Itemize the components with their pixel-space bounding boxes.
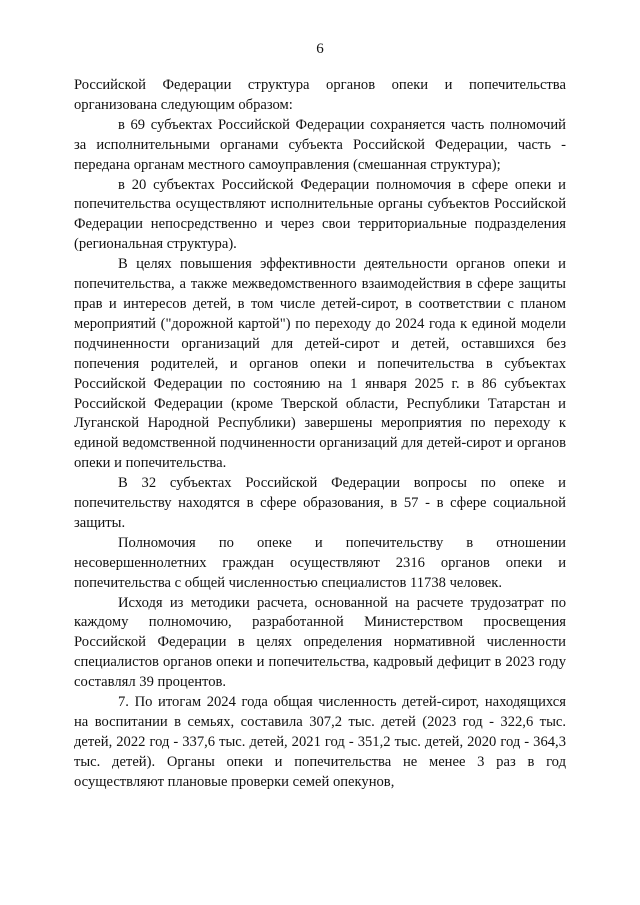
- paragraph-orphans-in-families: 7. По итогам 2024 года общая численность детей-сирот, находящихся на воспитании в семьях, составила 307,2 тыс. детей (2023 год - 322,6 тыс. детей, 2022 год - 337,6 тыс. детей, 2021 год - 351,2 тыс. детей, 2020 год - 364,3 тыс. детей). Органы опеки и попечительства не менее 3 раз в год осуществляют плановые проверки семей опекунов,: [74, 694, 566, 790]
- document-body: [74, 76, 566, 793]
- paragraph-guardianship-bodies: Полномочия по опеке и попечительству в отношении несовершеннолетних граждан осуществляют 2316 органов опеки и попечительства с общей численностью специалистов 11738 человек.: [74, 534, 566, 591]
- paragraph-structure-intro: Российской Федерации структура органов опеки и попечительства организована следующим образом:: [74, 77, 566, 113]
- paragraph-mixed-structure: в 69 субъектах Российской Федерации сохраняется часть полномочий за исполнительными органами субъекта Российской Федерации, часть - передана органам местного самоуправления (смешанная структура);: [74, 116, 566, 173]
- paragraph-regional-structure: в 20 субъектах Российской Федерации полномочия в сфере опеки и попечительства осуществляют исполнительные органы субъектов Российской Федерации непосредственно и через свои территориальные подразделения (региональная структура).: [74, 176, 566, 253]
- paragraph-subordination: В 32 субъектах Российской Федерации вопросы по опеке и попечительству находятся в сфере образования, в 57 - в сфере социальной защиты.: [74, 475, 566, 531]
- paragraph-staff-deficit: Исходя из методики расчета, основанной на расчете трудозатрат по каждому полномочию, разработанной Министерством просвещения Российской Федерации в целях определения нормативной численности специалистов органов опеки и попечительства, кадровый дефицит в 2023 году составлял 39 процентов.: [74, 594, 566, 691]
- page-number: 6: [316, 41, 324, 57]
- paragraph-roadmap: В целях повышения эффективности деятельности органов опеки и попечительства, а также межведомственного взаимодействия в сфере защиты прав и интересов детей, в том числе детей-сирот, в соответствии с планом мероприятий ("дорожной картой") по переходу до 2024 года к единой модели подчиненности организаций для детей-сирот и детей, оставшихся без попечения родителей, и органов опеки и попечительства в субъектах Российской Федерации по состоянию на 1 января 2025 г. в 86 субъектах Российской Федерации (кроме Тверской области, Республики Татарстан и Луганской Народной Республики) завершены мероприятия по переходу к единой ведомственной подчиненности организаций для детей-сирот и органов опеки и попечительства.: [74, 256, 566, 472]
